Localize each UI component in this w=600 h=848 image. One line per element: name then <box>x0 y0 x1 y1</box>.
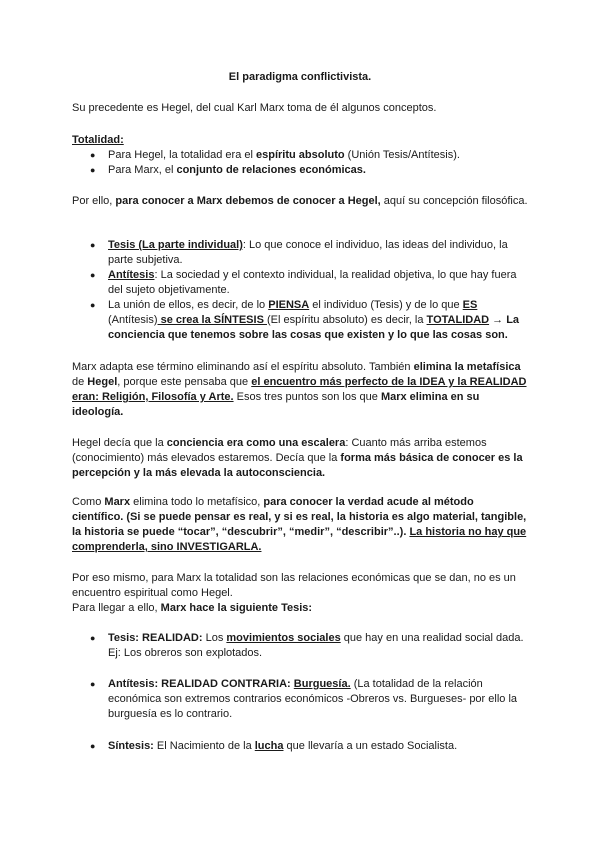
marx-tesis-list <box>72 631 528 661</box>
list-item: ● Antítesis: La sociedad y el contexto individual, la realidad objetiva, lo que hay fuera del sujeto objetivamente. <box>72 268 528 298</box>
list-item: ● Tesis: REALIDAD: Los movimientos sociales que hay en una realidad social dada. Ej: Los obreros son explotados. <box>72 631 528 661</box>
totalidad-list <box>72 148 528 178</box>
list-item: ● Síntesis: El Nacimiento de la lucha que llevaría a un estado Socialista. <box>72 739 528 754</box>
hegel-concepts-list <box>72 238 528 343</box>
por-ello-paragraph: Por ello, para conocer a Marx debemos de conocer a Hegel, aquí su concepción filosófica. <box>72 195 528 207</box>
page-title: El paradigma conflictivista. <box>228 71 372 83</box>
hegel-decia-paragraph: Hegel decía que la conciencia era como una escalera: Cuanto más arriba estemos (conocimiento) más elevados estaremos. Decía que la forma más básica de conocer es la percepción y la más elevada la autoconsciencia. <box>72 437 523 479</box>
para-llegar-paragraph: Para llegar a ello, Marx hace la siguiente Tesis: <box>72 602 313 614</box>
marx-sintesis-list <box>72 739 528 754</box>
list-item: ● Para Marx, el conjunto de relaciones económicas. <box>72 163 528 178</box>
list-item: ● Tesis (La parte individual): Lo que conoce el individuo, las ideas del individuo, la parte subjetiva. <box>72 238 528 268</box>
totalidad-heading <box>72 133 528 148</box>
intro-paragraph: Su precedente es Hegel, del cual Karl Marx toma de él algunos conceptos. <box>72 102 437 114</box>
totalidad-heading-text: Totalidad: <box>72 134 124 146</box>
marx-antitesis-list <box>72 677 528 722</box>
list-item: ● Antítesis: REALIDAD CONTRARIA: Burguesía. (La totalidad de la relación económica son extremos contrarios económicos -Obreros vs. Burgueses- por ello la burguesía es lo contrario. <box>72 677 528 722</box>
como-marx-paragraph: Como Marx elimina todo lo metafísico, para conocer la verdad acude al método científico. (Si se puede pensar es real, y si es real, la historia es algo material, tangible, la historia se puede “tocar”, “descubrir”, “medir”, “describir”..). La historia no hay que comprenderla, sino INVESTIGARLA. <box>72 496 527 553</box>
list-item: ● La unión de ellos, es decir, de lo PIENSA el individuo (Tesis) y de lo que ES (Antítesis) se crea la SÍNTESIS (El espíritu absoluto) es decir, la TOTALIDAD → La conciencia que tenemos sobre las cosas que existen y lo que las cosas son. <box>72 298 528 343</box>
por-eso-paragraph: Por eso mismo, para Marx la totalidad son las relaciones económicas que se dan, no es un encuentro espiritual como Hegel. <box>72 572 516 599</box>
list-item: ● Para Hegel, la totalidad era el espíritu absoluto (Unión Tesis/Antítesis). <box>72 148 528 163</box>
marx-adapta-paragraph: Marx adapta ese término eliminando así el espíritu absoluto. También elimina la metafísica de Hegel, porque este pensaba que el encuentro más perfecto de la IDEA y la REALIDAD eran: Religión, Filosofía y Arte. Esos tres puntos son los que Marx elimina en su ideología. <box>72 361 527 418</box>
